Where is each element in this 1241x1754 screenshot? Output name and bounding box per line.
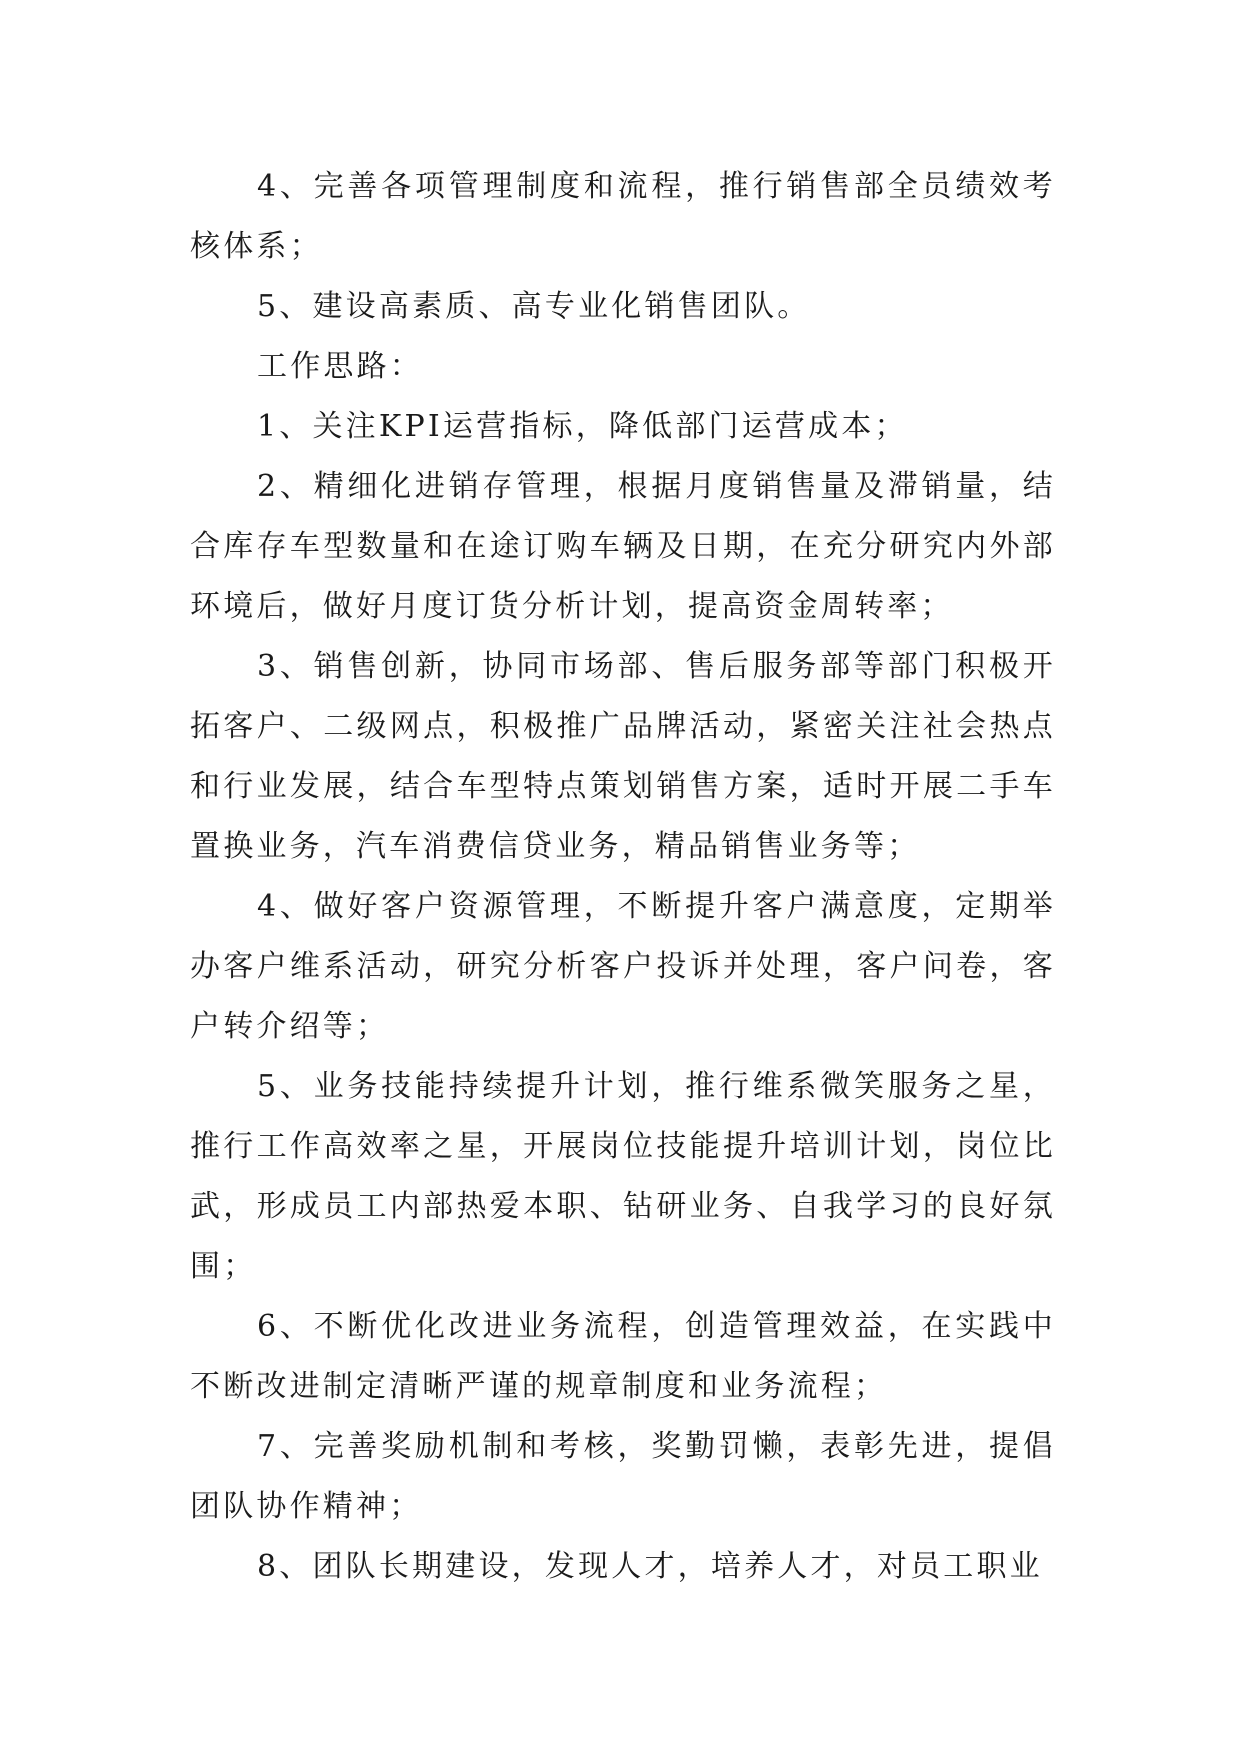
paragraph-idea-8: 8、团队长期建设，发现人才，培养人才，对员工职业 <box>257 1549 1043 1584</box>
paragraph-idea-4: 4、做好客户资源管理，不断提升客户满意度，定期举办客户维系活动，研究分析客户投诉并处理，客户问卷，客户转介绍等； <box>190 889 1056 1044</box>
paragraph-idea-5: 5、业务技能持续提升计划，推行维系微笑服务之星，推行工作高效率之星，开展岗位技能提升培训计划，岗位比武，形成员工内部热爱本职、钻研业务、自我学习的良好氛围； <box>190 1069 1056 1284</box>
paragraph-goal-4: 4、完善各项管理制度和流程，推行销售部全员绩效考核体系； <box>190 169 1056 264</box>
paragraph-idea-3: 3、销售创新，协同市场部、售后服务部等部门积极开拓客户、二级网点，积极推广品牌活动，紧密关注社会热点和行业发展，结合车型特点策划销售方案，适时开展二手车置换业务，汽车消费信贷业务，精品销售业务等； <box>190 649 1056 864</box>
paragraph-idea-7: 7、完善奖励机制和考核，奖勤罚懒，表彰先进，提倡团队协作精神； <box>190 1429 1056 1524</box>
paragraph-goal-5: 5、建设高素质、高专业化销售团队。 <box>257 289 811 324</box>
section-heading-work-ideas: 工作思路： <box>257 349 423 384</box>
document-body <box>190 157 1056 1597</box>
paragraph-idea-6: 6、不断优化改进业务流程，创造管理效益，在实践中不断改进制定清晰严谨的规章制度和业务流程； <box>190 1309 1056 1404</box>
paragraph-idea-2: 2、精细化进销存管理，根据月度销售量及滞销量，结合库存车型数量和在途订购车辆及日期，在充分研究内外部环境后，做好月度订货分析计划，提高资金周转率； <box>190 469 1056 624</box>
paragraph-idea-1: 1、关注KPI运营指标，降低部门运营成本； <box>257 409 908 444</box>
